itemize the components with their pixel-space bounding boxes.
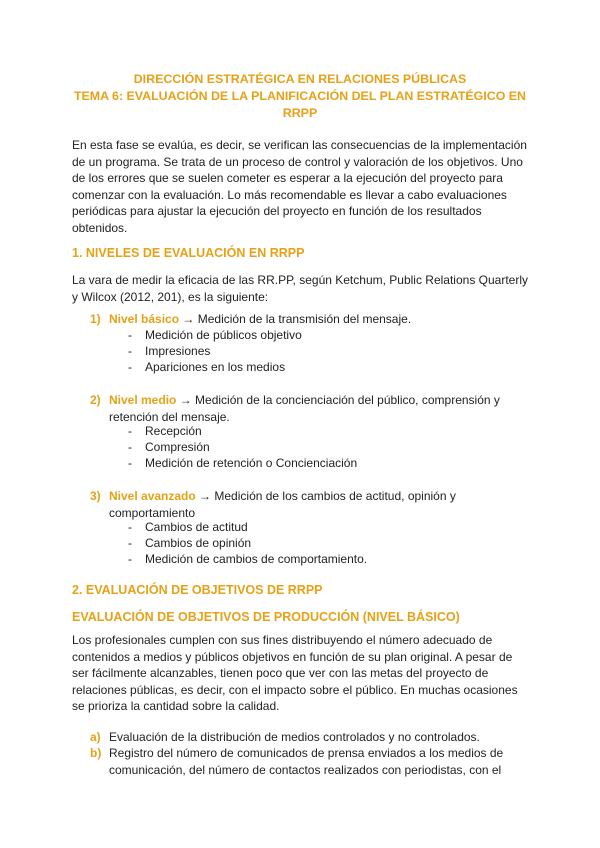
level-3-item: - Medición de cambios de comportamiento.: [128, 552, 368, 566]
arrow-icon: →: [179, 393, 192, 407]
list-item: b) Registro del número de comunicados de prensa enviados a los medios de comunicación, del número de contactos realizados con periodistas, con el: [90, 746, 504, 777]
level-2-item: - Medición de retención o Concienciación: [128, 456, 358, 470]
section-2-heading: 2. EVALUACIÓN DE OBJETIVOS DE RRPP: [72, 583, 323, 597]
level-3: [90, 488, 530, 521]
intro-paragraph: En esta fase se evalúa, es decir, se verifican las consecuencias de la implementación de un programa. Se trata de un proceso de control y valoración de los objetivos. Uno de los errores que se suelen cometer es esperar a la ejecución del proyecto para comenzar con la evaluación. Lo más recomendable es llevar a cabo evaluaciones periódicas para ajustar la ejecución del proyecto en función de los resultados obtenidos.: [72, 138, 527, 235]
level-3-number: 3): [90, 489, 101, 503]
level-1-description: Medición de la transmisión del mensaje.: [197, 312, 412, 326]
section-2-paragraph: Los profesionales cumplen con sus fines distribuyendo el número adecuado de contenidos a medios y públicos objetivos en función de su plan original. A pesar de ser fácilmente alcanzables, tienen poco que ver con las metas del proyecto de relaciones públicas, es decir, con el impacto sobre el público. En muchas ocasiones se prioriza la cantidad sobre la calidad.: [72, 633, 518, 713]
document-title: [72, 71, 528, 122]
section-1-heading: 1. NIVELES DE EVALUACIÓN EN RRPP: [72, 246, 305, 260]
arrow-icon: →: [182, 312, 195, 326]
level-2-description: Medición de la concienciación del público, comprensión y retención del mensaje.: [109, 393, 500, 424]
level-1-name: Nivel básico: [109, 312, 180, 326]
section-1-intro: La vara de medir la eficacia de las RR.PP, según Ketchum, Public Relations Quarterly y Wilcox (2012, 201), es la siguiente:: [72, 273, 529, 304]
list-item: a) Evaluación de la distribución de medios controlados y no controlados.: [90, 730, 480, 744]
level-2-number: 2): [90, 393, 101, 407]
level-2: [90, 392, 530, 425]
level-2-name: Nivel medio: [109, 393, 177, 407]
level-3-name: Nivel avanzado: [109, 489, 196, 503]
level-2-item: - Recepción: [128, 424, 202, 438]
level-1-item: - Medición de públicos objetivo: [128, 328, 302, 342]
level-1: [90, 311, 530, 328]
level-2-item: - Compresión: [128, 440, 210, 454]
level-3-description: Medición de los cambios de actitud, opinión y comportamiento: [109, 489, 456, 520]
title-line-1: DIRECCIÓN ESTRATÉGICA EN RELACIONES PÚBLICAS: [133, 72, 467, 86]
level-3-item: - Cambios de opinión: [128, 536, 252, 550]
level-3-item: - Cambios de actitud: [128, 520, 248, 534]
section-2-subheading: EVALUACIÓN DE OBJETIVOS DE PRODUCCIÓN (NIVEL BÁSICO): [72, 610, 460, 624]
title-line-3: RRPP: [282, 106, 318, 120]
title-line-2: TEMA 6: EVALUACIÓN DE LA PLANIFICACIÓN DEL PLAN ESTRATÉGICO EN: [73, 89, 527, 103]
arrow-icon: →: [199, 489, 212, 503]
level-1-item: - Apariciones en los medios: [128, 360, 286, 374]
level-1-item: - Impresiones: [128, 344, 211, 358]
level-1-number: 1): [90, 312, 101, 326]
